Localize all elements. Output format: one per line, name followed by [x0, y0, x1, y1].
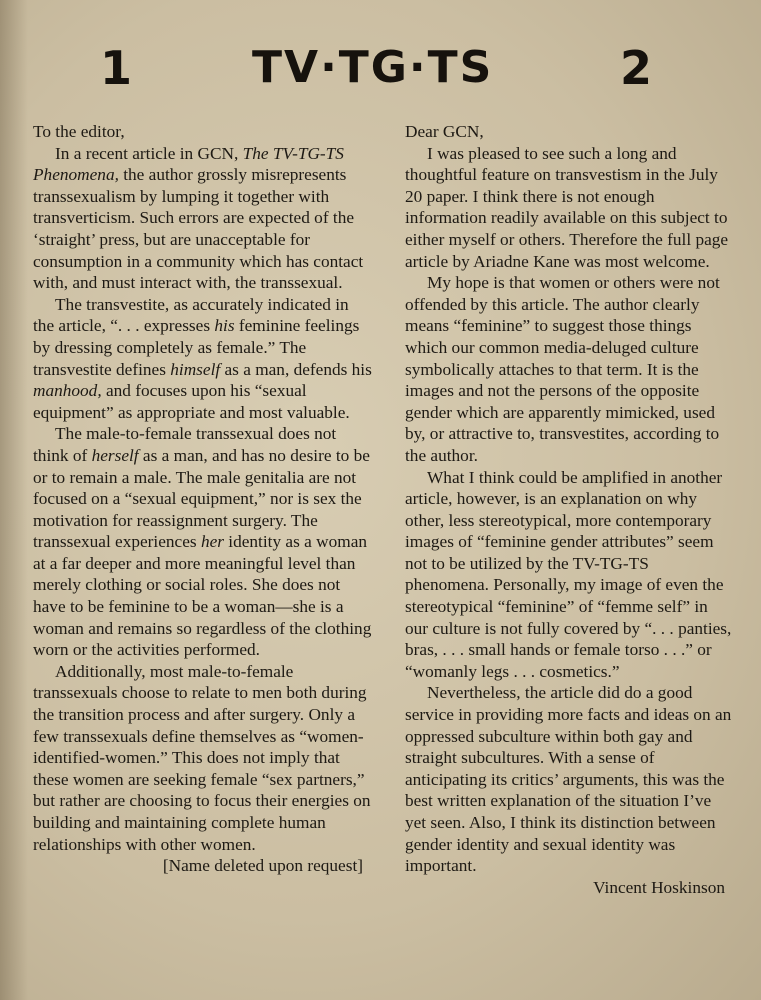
page-header — [0, 40, 761, 100]
page-edge-shadow — [0, 0, 28, 1000]
paragraph-text: The transvestite, as accurately indicated in the article, “. . . expresses — [33, 294, 349, 336]
emphasis-text: herself — [91, 445, 139, 465]
emphasis-text: manhood, — [33, 381, 102, 401]
emphasis-text: her — [200, 532, 224, 552]
paragraph-text: as a man, defends his — [220, 359, 372, 379]
letter-paragraph — [33, 423, 373, 661]
emphasis-text: himself — [170, 359, 221, 379]
page-title: TV·TG·TS — [252, 42, 494, 93]
letter-paragraph: Additionally, most male-to-female transsexuals choose to relate to men both during the transition process and after surgery. Only a few transsexuals define themselves as “women-identified-women.” This does not imply that these women are seeking female “sex partners,” but rather are choosing to focus their energies on building and maintaining complete human relationships with other women. — [33, 661, 371, 854]
letter-salutation: To the editor, — [33, 122, 125, 141]
paragraph-text: as a man, and has no desire to be or to remain a male. The male genitalia are not focused on a “sexual equipment,” nor is sex the motivation for reassignment surgery. The transsexual experiences — [33, 445, 370, 552]
column-number-left: 1 — [100, 41, 133, 95]
letter-right-column — [405, 121, 735, 898]
article-title: The TV-TG-TS Phenomena, — [33, 143, 344, 185]
column-number-right: 2 — [620, 41, 653, 95]
letter-paragraph: Nevertheless, the article did do a good service in providing more facts and ideas on an oppressed subculture within both gay and straight subcultures. With a sense of anticipating its critics’ arguments, this was the best written explanation of the situation I’ve yet seen. Also, I think its distinction between gender identity and sexual identity was important. — [405, 683, 732, 876]
paragraph-text: and focuses upon his “sexual equipment” as appropriate and most valuable. — [33, 381, 350, 422]
letter-paragraph: My hope is that women or others were not offended by this article. The author clearly means “feminine” to suggest those things which our common media-deluged culture symbolically attaches to that term. It is the images and not the persons of the opposite gender which are apparently mimicked, used by, or attractive to, transvestites, according to the author. — [405, 273, 720, 465]
letter-paragraph: What I think could be amplified in another article, however, is an explanation on why other, less stereotypical, more contemporary images of “feminine gender attributes” seem not to be utilized by the TV-TG-TS phenomena. Personally, my image of even the stereotypical “feminine” of “femme self” in our culture is not fully covered by “. . . panties, bras, . . . small hands or female torso . . .” or “womanly legs . . . cosmetics.” — [405, 467, 732, 681]
letter-signature: Vincent Hoskinson — [593, 877, 725, 897]
paragraph-text: In a recent article in GCN, — [55, 143, 243, 163]
letter-paragraph: I was pleased to see such a long and thoughtful feature on transvestism in the July 20 paper. I think there is not enough information readily available on this subject to either myself or others. Therefore the full page article by Ariadne Kane was most welcome. — [405, 143, 729, 271]
letter-paragraph — [33, 143, 373, 294]
paragraph-text: feminine feelings by dressing completely as female.” The transvestite defines — [33, 316, 360, 379]
letter-salutation: Dear GCN, — [405, 122, 484, 141]
emphasis-text: his — [214, 316, 235, 336]
paragraph-text: identity as a woman at a far deeper and more meaningful level than merely clothing or social roles. She does not have to be feminine to be a woman—she is a woman and remains so regardless of the clothing worn or the activities performed. — [33, 532, 372, 660]
paragraph-text: the author grossly misrepresents transsexualism by lumping it together with transverticism. Such errors are expected of the ‘straight’ press, but are unacceptable for consumption in a community which has contact with, and must interact with, the transsexual. — [33, 165, 364, 293]
letter-signature: [Name deleted upon request] — [162, 856, 363, 876]
letter-left-column — [33, 121, 373, 877]
paragraph-text: The male-to-female transsexual does not think of — [33, 424, 337, 465]
letter-paragraph — [33, 294, 373, 424]
